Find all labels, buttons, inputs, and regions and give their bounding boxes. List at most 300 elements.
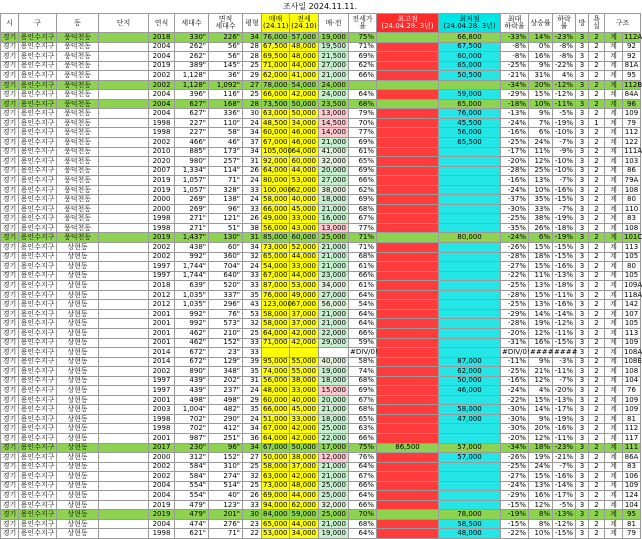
table-cell[interactable]: -16% [501,176,529,186]
table-cell[interactable]: 34,000 [319,281,349,291]
table-cell[interactable] [99,529,149,539]
table-cell[interactable]: 34,000 [290,529,319,539]
table-cell[interactable]: 경기 [1,147,19,157]
table-cell[interactable]: 용인수지구 [19,395,57,405]
table-cell[interactable]: 1,035" [175,300,209,310]
table-cell[interactable]: 310" [209,462,243,472]
table-cell[interactable] [99,376,149,386]
table-cell[interactable]: 64% [349,290,377,300]
table-cell[interactable] [377,90,439,100]
table-cell[interactable]: 23,500 [319,99,349,109]
table-cell[interactable]: 66,000 [263,204,288,213]
table-cell[interactable]: -37% [501,195,529,205]
table-cell[interactable]: 21,000 [319,472,349,482]
table-cell[interactable]: 18,000 [319,195,349,205]
table-cell[interactable]: 32 [243,472,262,482]
table-cell[interactable]: 2 [589,52,605,62]
table-cell[interactable]: 19,000 [319,529,349,539]
table-cell[interactable]: 17,000 [319,443,349,453]
table-cell[interactable] [99,223,149,233]
table-cell[interactable]: 2 [589,433,605,443]
table-cell[interactable] [377,42,439,52]
table-cell[interactable]: 3 [576,99,589,109]
table-cell[interactable]: 32,000 [319,500,349,510]
table-cell[interactable]: 경기 [1,357,19,367]
table-cell[interactable] [439,462,501,472]
table-cell[interactable]: 상현동 [57,519,99,529]
table-cell[interactable]: 60,000 [263,128,288,137]
table-cell[interactable]: -18% [553,281,576,291]
table-cell[interactable]: 15% [529,90,553,100]
table-cell[interactable]: 101C [624,233,642,242]
table-cell[interactable]: 2 [589,395,605,405]
table-cell[interactable] [99,328,149,338]
table-cell[interactable]: 상현동 [57,281,99,291]
table-cell[interactable]: -30% [501,424,529,434]
table-cell[interactable]: 경기 [1,338,19,348]
table-cell[interactable]: 경기 [1,309,19,319]
table-cell[interactable]: 27,000 [319,176,349,186]
table-cell[interactable]: -15% [553,338,576,348]
table-cell[interactable]: 1997 [149,376,175,386]
table-cell[interactable]: 2 [589,300,605,310]
table-cell[interactable] [99,80,149,90]
table-cell[interactable]: 122 [623,138,641,148]
table-cell[interactable]: 50,000 [290,109,319,119]
table-row[interactable] [1,386,641,396]
table-cell[interactable]: 24 [243,176,262,186]
table-cell[interactable]: 11% [529,147,553,157]
table-cell[interactable]: 30 [243,109,262,119]
table-cell[interactable] [439,223,501,233]
table-cell[interactable]: 116" [209,90,243,100]
table-cell[interactable]: 2019 [149,233,175,243]
column-header[interactable]: 세대수 [175,14,209,33]
table-cell[interactable]: 70% [349,510,377,520]
table-cell[interactable]: 2000 [149,453,175,463]
table-row[interactable] [1,157,641,167]
table-cell[interactable]: 21,000 [319,252,349,262]
table-cell[interactable]: 용인수지구 [19,319,57,329]
table-cell[interactable]: 251" [209,433,243,443]
table-cell[interactable] [377,472,439,482]
table-cell[interactable]: 용인수지구 [19,462,57,472]
table-cell[interactable]: -7% [553,462,576,472]
table-cell[interactable]: -25% [501,462,529,472]
table-cell[interactable]: 용인수지구 [19,309,57,319]
table-cell[interactable] [99,500,149,510]
table-cell[interactable]: 2 [589,510,605,520]
table-cell[interactable]: 60,000 [290,157,319,167]
table-cell[interactable]: 84,000 [263,510,288,519]
table-cell[interactable]: 상현동 [57,319,99,329]
table-cell[interactable]: 19,000 [319,367,349,377]
table-cell[interactable]: 9% [529,414,553,424]
column-header[interactable]: 면적 세대수 [209,14,243,33]
column-header[interactable]: 구조 [605,14,641,33]
table-cell[interactable] [377,138,439,148]
table-cell[interactable]: 3 [576,519,589,529]
table-cell[interactable]: 67,500 [439,42,501,52]
table-row[interactable] [1,147,641,157]
table-cell[interactable]: -5% [553,109,576,119]
table-cell[interactable]: 계 [605,147,623,157]
table-cell[interactable]: 계 [605,500,623,510]
table-cell[interactable]: 2000 [149,195,175,205]
table-cell[interactable]: 65,500 [439,138,501,148]
table-cell[interactable]: -7% [553,204,576,214]
table-cell[interactable]: 27,000 [319,61,349,71]
table-cell[interactable] [377,176,439,186]
table-cell[interactable]: 경기 [1,510,19,520]
table-cell[interactable]: -30% [501,405,529,415]
table-cell[interactable]: 용인수지구 [19,443,57,453]
table-cell[interactable]: 25,000 [319,481,349,491]
table-cell[interactable]: 상현동 [57,395,99,405]
table-cell[interactable]: 105,000 [263,147,292,156]
table-cell[interactable]: 80 [623,262,641,272]
table-cell[interactable]: 19,000 [319,33,349,43]
table-cell[interactable]: 14,000 [319,128,349,138]
table-cell[interactable]: 21,000 [319,243,349,253]
table-row[interactable] [1,61,641,71]
table-cell[interactable]: 2002 [149,71,175,81]
table-cell[interactable]: 35 [243,367,262,377]
table-cell[interactable]: -28% [501,319,529,329]
table-cell[interactable]: 462" [175,338,209,348]
table-cell[interactable]: 103 [623,157,641,167]
table-cell[interactable]: 54% [349,300,377,310]
table-cell[interactable]: 계 [605,42,623,52]
table-cell[interactable]: 계 [605,491,623,501]
table-cell[interactable]: 80,000 [263,175,288,184]
table-cell[interactable]: -24% [501,233,529,243]
table-cell[interactable]: 87,000 [439,357,501,367]
table-cell[interactable]: 37,000 [290,319,319,329]
table-cell[interactable]: 66% [349,71,377,81]
table-cell[interactable]: 69,000 [263,491,288,500]
table-cell[interactable]: 15% [529,243,553,253]
table-cell[interactable]: 상현동 [57,500,99,510]
table-cell[interactable]: 2 [589,157,605,167]
table-cell[interactable]: 142 [623,300,641,310]
table-cell[interactable]: 71,000 [263,338,288,347]
table-cell[interactable]: 3 [576,243,589,253]
column-header[interactable]: 시 [1,14,19,33]
table-cell[interactable]: 2 [589,33,605,43]
table-cell[interactable] [319,348,349,358]
table-cell[interactable]: 68% [349,376,377,386]
table-cell[interactable]: 68% [349,204,377,214]
table-cell[interactable]: 45,000 [290,204,319,214]
table-cell[interactable]: -19% [553,414,576,424]
table-cell[interactable]: 2 [589,357,605,367]
table-cell[interactable]: 18,000 [319,414,349,424]
table-cell[interactable]: 34 [243,243,262,253]
table-cell[interactable]: 2 [589,214,605,224]
table-cell[interactable]: 계 [605,529,623,539]
table-cell[interactable]: -14% [553,309,576,319]
table-cell[interactable]: 2017 [149,443,175,453]
table-cell[interactable]: 74,000 [263,366,288,375]
table-cell[interactable] [99,185,149,195]
table-cell[interactable]: 3 [576,42,589,52]
table-cell[interactable]: 경기 [1,433,19,443]
table-cell[interactable]: 상현동 [57,376,99,386]
table-cell[interactable]: 경기 [1,52,19,62]
table-cell[interactable]: 48,000 [290,481,319,491]
table-cell[interactable]: 92,000 [263,156,288,165]
column-header[interactable]: 전세가율 [349,14,377,33]
table-cell[interactable] [99,281,149,291]
table-cell[interactable]: 용인수지구 [19,195,57,205]
table-cell[interactable]: 1,004" [175,405,209,415]
table-cell[interactable] [377,481,439,491]
table-cell[interactable]: 54,000 [290,80,319,90]
table-cell[interactable]: 상현동 [57,386,99,396]
table-cell[interactable]: 2002 [149,243,175,253]
table-cell[interactable]: 용인수지구 [19,348,57,358]
table-cell[interactable]: 3 [576,33,589,43]
table-row[interactable] [1,52,641,62]
table-cell[interactable]: 3 [576,348,589,358]
table-cell[interactable]: 용인수지구 [19,71,57,81]
table-cell[interactable] [99,395,149,405]
table-cell[interactable] [99,519,149,529]
table-cell[interactable]: 경기 [1,176,19,186]
table-cell[interactable]: 31 [243,233,262,243]
table-cell[interactable] [377,109,439,119]
table-cell[interactable]: 73,500 [263,99,288,108]
table-cell[interactable]: 640" [209,271,243,281]
table-cell[interactable]: 3 [576,233,589,243]
table-row[interactable] [1,33,641,43]
table-row[interactable] [1,367,641,377]
table-cell[interactable]: 27,000 [319,290,349,300]
table-cell[interactable]: -29% [501,491,529,501]
table-cell[interactable]: 44,000 [290,166,319,176]
table-cell[interactable] [99,357,149,367]
table-cell[interactable]: 용인수지구 [19,290,57,300]
table-cell[interactable]: 2001 [149,328,175,338]
table-cell[interactable]: 11% [529,271,553,281]
table-cell[interactable] [439,500,501,510]
table-cell[interactable]: 용인수지구 [19,328,57,338]
table-cell[interactable]: 용인수지구 [19,481,57,491]
table-cell[interactable]: 31 [243,157,262,167]
table-cell[interactable]: 8% [529,519,553,529]
table-cell[interactable]: 풍덕천동 [57,185,99,195]
table-cell[interactable]: 584" [175,472,209,482]
table-cell[interactable]: 풍덕천동 [57,33,99,43]
table-cell[interactable]: 2 [589,176,605,186]
table-cell[interactable]: 639" [175,281,209,291]
table-cell[interactable]: 2019 [149,510,175,520]
table-cell[interactable]: 276" [209,519,243,529]
table-cell[interactable]: 40,000 [290,195,319,205]
table-cell[interactable]: 58,000 [263,195,288,204]
table-cell[interactable]: -17% [501,147,529,157]
table-cell[interactable]: 201" [209,510,243,520]
table-cell[interactable]: 13,000 [319,109,349,119]
table-cell[interactable]: 18% [529,443,553,453]
table-cell[interactable]: 80,000 [439,233,501,243]
table-cell[interactable]: 풍덕천동 [57,71,99,81]
table-cell[interactable]: 경기 [1,42,19,52]
table-cell[interactable]: 계 [605,204,623,214]
table-cell[interactable]: -9% [553,147,576,157]
table-cell[interactable] [99,52,149,62]
table-cell[interactable]: 25 [243,328,262,338]
table-cell[interactable]: 3 [576,71,589,81]
table-cell[interactable]: 554" [175,491,209,501]
table-cell[interactable]: 계 [605,99,623,109]
table-cell[interactable]: 계 [605,223,623,233]
table-cell[interactable]: 3 [576,491,589,501]
table-cell[interactable]: 360" [209,252,243,262]
table-cell[interactable]: 61% [349,281,377,291]
table-cell[interactable] [439,80,501,90]
table-row[interactable] [1,195,641,205]
table-cell[interactable]: -16% [553,300,576,310]
table-cell[interactable]: 계 [605,33,623,43]
table-cell[interactable]: 풍덕천동 [57,80,99,90]
table-cell[interactable]: 38,000 [319,185,349,195]
table-cell[interactable] [377,510,439,520]
table-cell[interactable]: 80 [623,195,641,205]
table-cell[interactable]: 1,744" [175,271,209,281]
table-row[interactable] [1,185,641,195]
table-cell[interactable]: 23 [243,519,262,529]
table-cell[interactable]: 계 [605,453,623,463]
table-cell[interactable]: 71" [209,529,243,539]
table-cell[interactable]: 67% [349,395,377,405]
table-cell[interactable]: 1,092" [209,80,243,90]
table-cell[interactable]: 61% [349,147,377,157]
table-cell[interactable]: 64,000 [263,328,288,337]
table-cell[interactable]: 계 [605,433,623,443]
table-cell[interactable]: 66% [349,328,377,338]
table-cell[interactable]: 59,000 [290,510,319,520]
table-cell[interactable]: 경기 [1,99,19,109]
table-cell[interactable]: 풍덕천동 [57,204,99,214]
column-header[interactable]: 방 [576,14,589,33]
table-cell[interactable]: 75% [349,33,377,43]
table-row[interactable] [1,433,641,443]
table-cell[interactable]: 3 [576,443,589,453]
table-cell[interactable] [377,519,439,529]
table-cell[interactable]: 65,000 [263,252,288,261]
table-cell[interactable]: 24 [243,195,262,205]
table-cell[interactable]: 65,000 [439,99,501,109]
table-cell[interactable]: 3 [576,529,589,539]
table-cell[interactable]: 33 [243,281,262,291]
table-cell[interactable]: -10% [553,166,576,176]
table-cell[interactable]: 16% [529,338,553,348]
table-cell[interactable]: 109 [623,405,641,415]
table-cell[interactable]: 45,000 [290,405,319,415]
table-cell[interactable]: 92 [623,42,641,52]
table-cell[interactable]: 용인수지구 [19,357,57,367]
table-cell[interactable]: 3 [576,376,589,386]
table-cell[interactable]: 68% [349,252,377,262]
table-cell[interactable]: 118A [624,290,642,299]
table-cell[interactable]: 152" [209,338,243,348]
table-cell[interactable]: 10% [529,185,553,195]
table-cell[interactable]: 58,500 [439,519,501,529]
table-cell[interactable]: 경기 [1,252,19,262]
table-cell[interactable]: 885" [175,147,209,157]
table-row[interactable] [1,99,641,109]
table-cell[interactable] [377,357,439,367]
table-cell[interactable]: 상현동 [57,300,99,310]
table-cell[interactable]: 2 [589,376,605,386]
table-cell[interactable]: 44,000 [290,519,319,529]
table-cell[interactable]: 경기 [1,90,19,100]
table-cell[interactable]: 2 [589,233,605,243]
table-cell[interactable]: -11% [553,99,576,109]
table-cell[interactable]: 32 [243,252,262,262]
table-cell[interactable]: 계 [605,252,623,262]
table-cell[interactable]: 2 [589,348,605,358]
table-cell[interactable]: 3 [576,357,589,367]
table-cell[interactable]: 152" [209,453,243,463]
table-cell[interactable]: 12% [529,433,553,443]
table-cell[interactable]: 1998 [149,414,175,424]
table-cell[interactable]: 25,000 [319,491,349,501]
table-row[interactable] [1,90,641,100]
table-cell[interactable]: 2004 [149,99,175,109]
table-cell[interactable]: 56,000 [263,376,288,385]
table-cell[interactable]: 257" [209,157,243,167]
table-cell[interactable]: 109 [623,481,641,491]
table-cell[interactable]: 3 [576,300,589,310]
table-cell[interactable]: 경기 [1,138,19,148]
table-cell[interactable]: 2012 [149,290,175,300]
column-header[interactable]: 최대 하락율 [501,14,529,33]
table-cell[interactable]: 계 [605,214,623,224]
table-row[interactable] [1,395,641,405]
table-cell[interactable]: 48,500 [263,118,288,127]
table-cell[interactable]: 50,000 [263,452,288,461]
table-cell[interactable]: 104 [623,500,641,510]
table-cell[interactable]: 106 [623,472,641,482]
table-cell[interactable]: 271" [175,214,209,224]
table-cell[interactable]: 용인수지구 [19,519,57,529]
table-row[interactable] [1,472,641,482]
table-cell[interactable]: 992" [175,319,209,329]
table-cell[interactable]: 14% [529,405,553,415]
table-cell[interactable]: 경기 [1,118,19,128]
table-cell[interactable]: 2019 [149,500,175,510]
table-cell[interactable]: 60,000 [439,52,501,62]
table-cell[interactable]: 35 [243,290,262,300]
table-cell[interactable]: -19% [553,118,576,128]
table-cell[interactable]: 경기 [1,395,19,405]
table-cell[interactable]: 2 [589,243,605,253]
table-cell[interactable]: 67,500 [263,42,288,51]
table-cell[interactable]: -13% [553,510,576,520]
table-cell[interactable]: 29 [243,71,262,81]
table-cell[interactable]: 24 [243,118,262,128]
table-cell[interactable]: 27 [243,453,262,463]
table-cell[interactable]: 63,000 [263,109,288,118]
table-cell[interactable]: 202" [209,376,243,386]
table-row[interactable] [1,300,641,310]
table-cell[interactable]: 상현동 [57,309,99,319]
table-cell[interactable]: -16% [553,185,576,195]
table-cell[interactable]: 2 [589,138,605,148]
